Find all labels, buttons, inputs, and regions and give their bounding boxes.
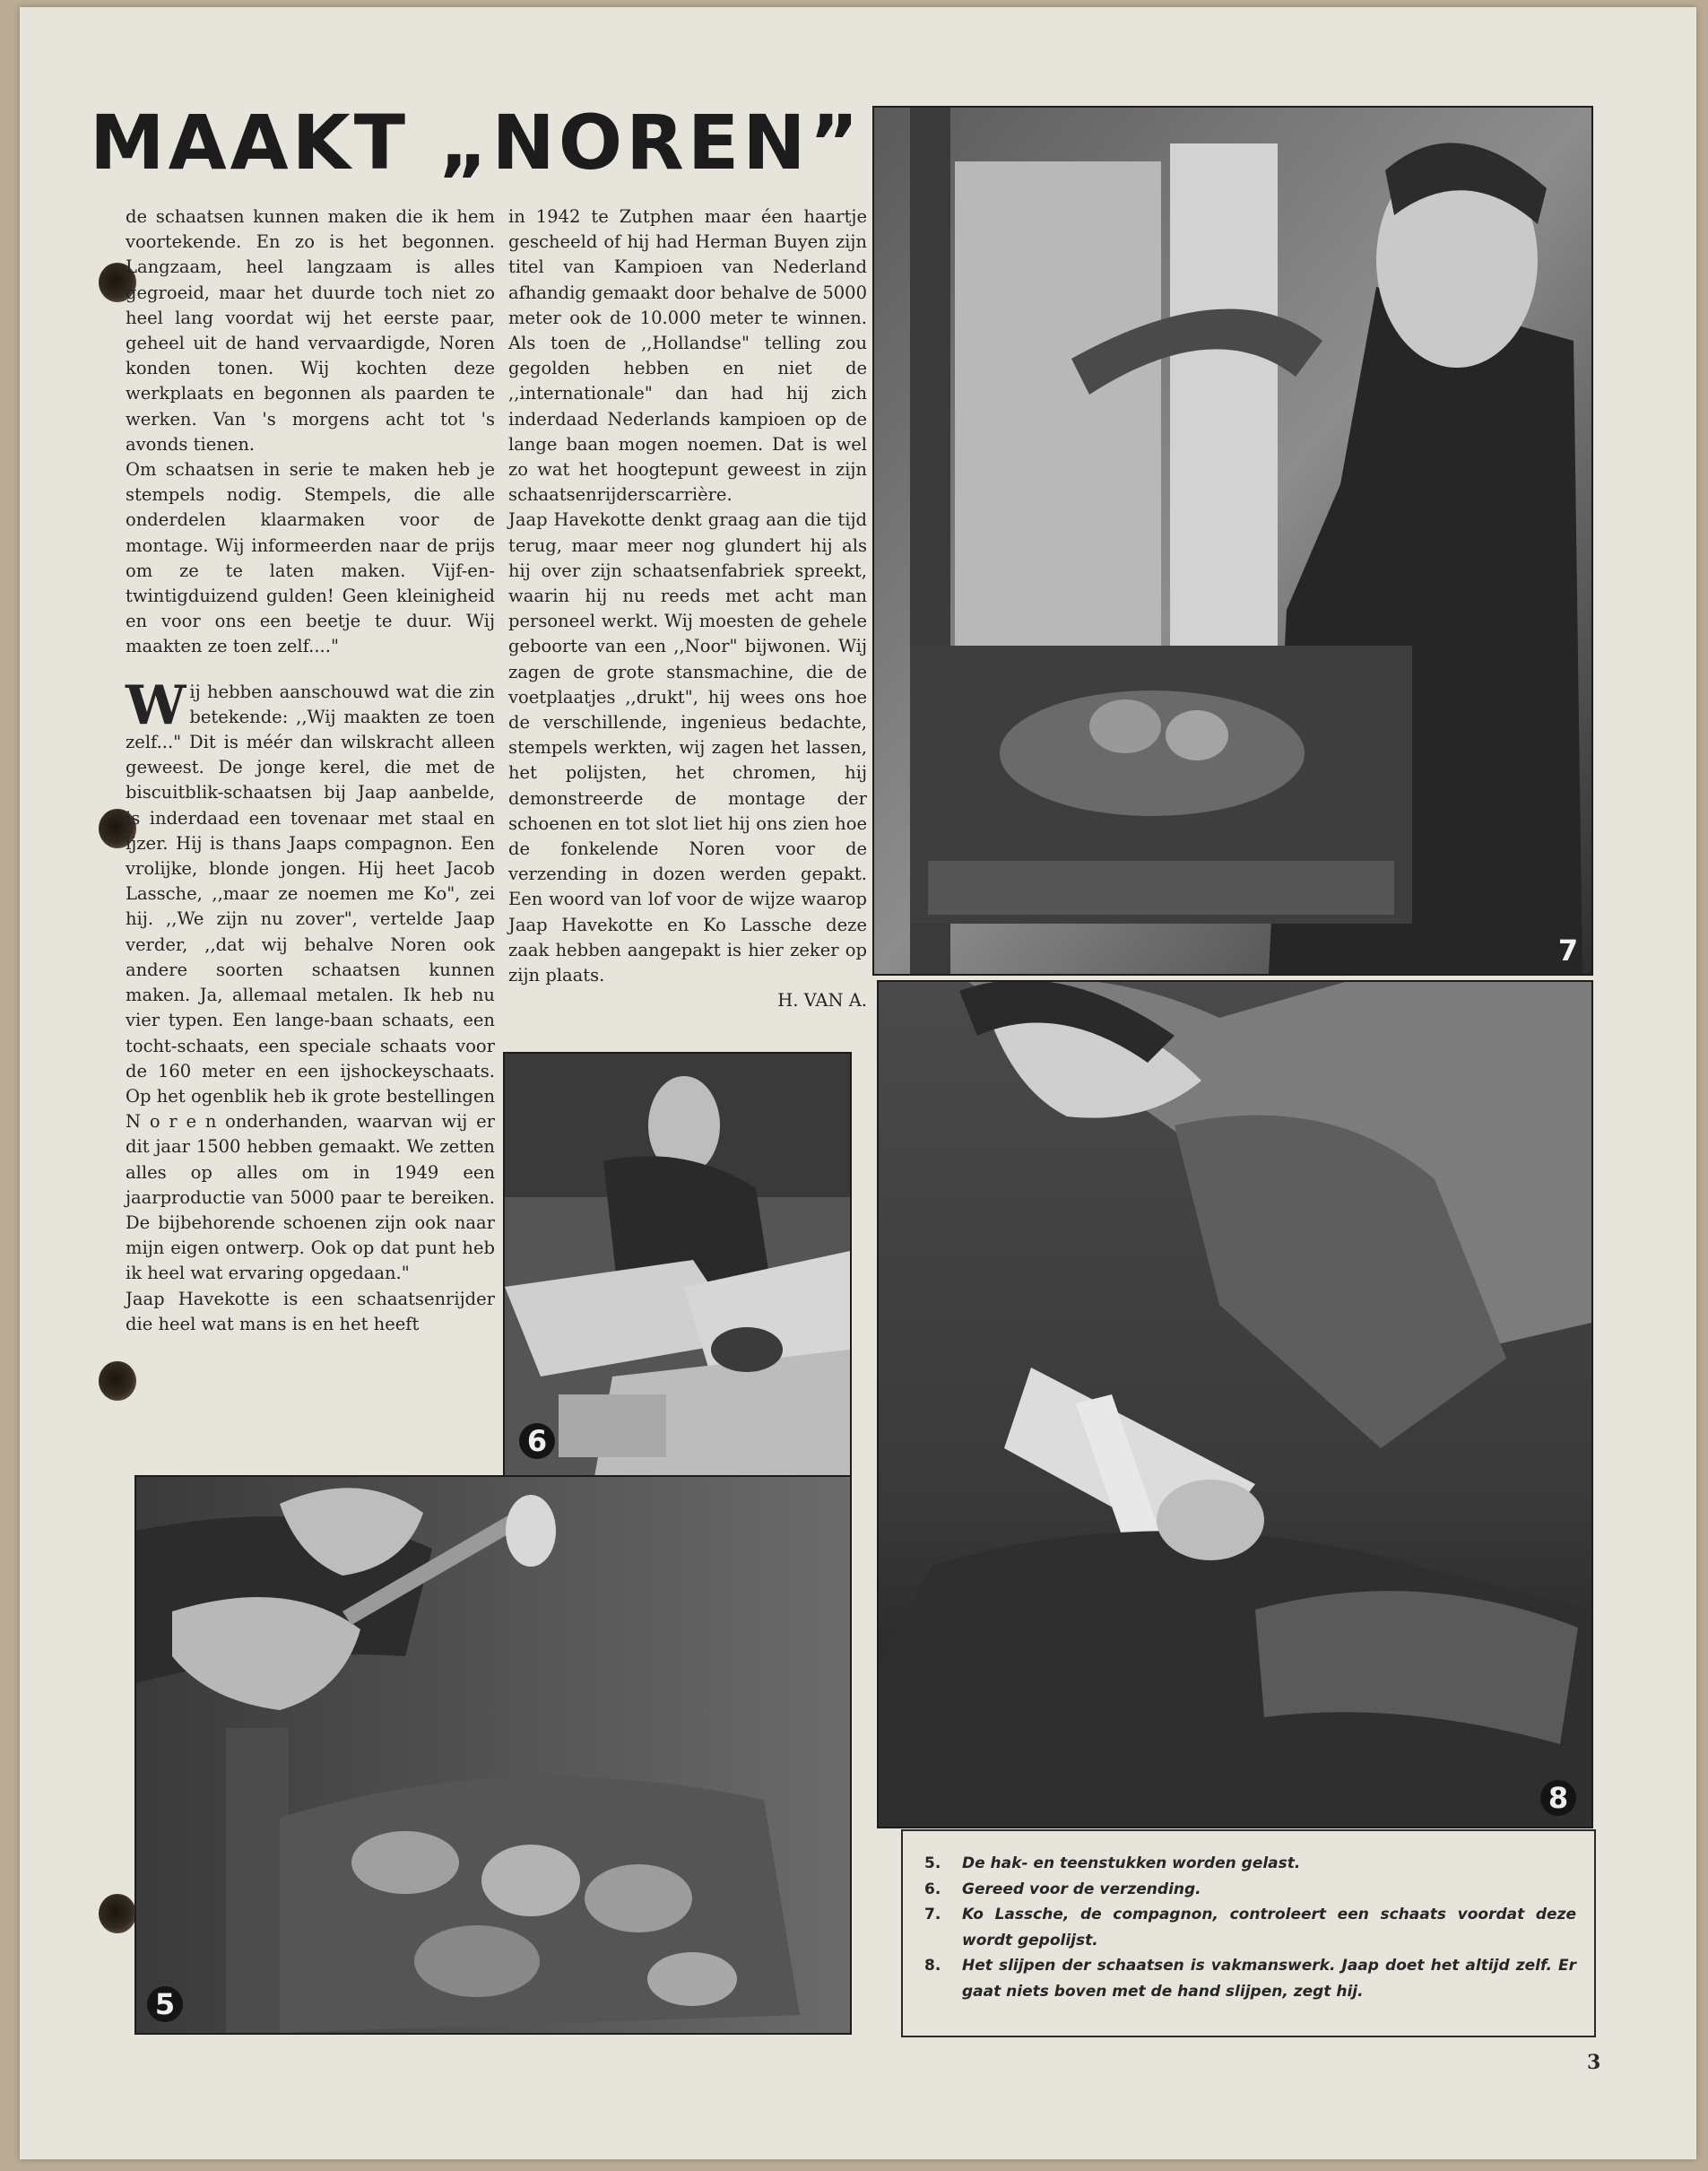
photo-7-image <box>874 108 1591 974</box>
article-column-2 <box>508 204 867 1014</box>
paragraph-text: ij hebben aanschouwd wat die zin betekende: ,,Wij maakten ze toen zelf..." Dit is méér dan wilskracht alleen geweest. De jonge kerel, die met de biscuitblik-schaatsen bij Jaap aanbelde, is inderdaad een tovenaar met staal en ijzer. Hij is thans Jaaps compagnon. Een vrolijke, blonde jongen. Hij heet Jacob Lassche, ,,maar ze noemen me Ko", zei hij. ,,We zijn nu zover", vertelde Jaap verder, ,,dat wij behalve Noren ook andere soorten schaatsen kunnen maken. Ja, allemaal metalen. Ik heb nu vier typen. Een lange-baan schaats, een tocht-schaats, een speciale schaats voor de 160 meter en een ijshockeyschaats. Op het ogenblik heb ik grote bestellingen N o r e n onderhanden, waarvan wij er dit jaar 1500 hebben gemaakt. We zetten alles op alles om in 1949 een jaarproductie van 5000 paar te bereiken. De bijbehorende schoenen zijn ook naar mijn eigen ontwerp. Ook op dat punt heb ik heel wat ervaring opgedaan." <box>126 681 495 1284</box>
caption-number: 6. <box>924 1880 941 1898</box>
paragraph-with-dropcap <box>126 673 495 1287</box>
signature-line <box>508 988 867 1013</box>
photo-captions-box <box>901 1829 1596 2037</box>
photo-5-welding <box>134 1475 852 2035</box>
photo-6-packing-boxes <box>503 1052 852 1479</box>
author-signature: H. VAN A. <box>777 990 867 1012</box>
caption-text: Het slijpen der schaatsen is vakmanswerk. Jaap doet het altijd zelf. Er gaat niets boven met de hand slijpen, zegt hij. <box>962 1957 1576 2001</box>
drop-cap: W <box>126 673 186 737</box>
caption-text: Gereed voor de verzending. <box>962 1880 1201 1898</box>
photo-6-image <box>505 1054 850 1477</box>
paragraph: Jaap Havekotte is een schaatsenrijder die heel wat mans is en het heeft <box>126 1288 495 1334</box>
article-title: MAAKT „NOREN” <box>90 99 863 187</box>
photo-number-7: 7 <box>1557 934 1579 968</box>
magazine-page <box>20 7 1696 2159</box>
paragraph: in 1942 te Zutphen maar éen haartje gescheeld of hij had Herman Buyen zijn titel van Kampioen van Nederland afhandig gemaakt door behalve de 5000 meter ook de 10.000 meter te winnen. Als toen de ,,Hollandse" telling zou gegolden hebben en niet de ,,internationale" dan had hij zich inderdaad Nederlands kampioen op de lange baan mogen noemen. Dat is wel zo wat het hoogtepunt geweest in zijn schaatsenrijderscarrière. <box>508 206 867 506</box>
caption-text: Ko Lassche, de compagnon, controleert een schaats voordat deze wordt gepolijst. <box>962 1906 1576 1950</box>
photo-8-image <box>879 982 1591 1827</box>
paragraph <box>508 508 867 988</box>
caption-8 <box>924 1953 1576 2004</box>
caption-number: 8. <box>924 1957 941 1975</box>
caption-6 <box>924 1877 1576 1903</box>
photo-number-6: 6 <box>519 1423 555 1459</box>
binder-hole <box>99 1361 136 1401</box>
caption-number: 7. <box>924 1906 941 1924</box>
photo-number-8: 8 <box>1540 1780 1576 1816</box>
paragraph-text: Jaap Havekotte denkt graag aan die tijd terug, maar meer nog glundert hij als hij over zijn schaatsenfabriek spreekt, waarin hij nu reeds met acht man personeel werkt. Wij moesten de gehele geboorte van een ,,Noor" bijwonen. Wij zagen de grote stansmachine, die de voetplaatjes ,,drukt", hij wees ons hoe de verschillende, ingenieus bedachte, stempels werkten, wij zagen het lassen, het polijsten, het chromen, hij demonstreerde de montage der schoenen en tot slot liet hij ons zien hoe de fonkelende Noren voor de verzending in dozen werden gepakt. Een woord van lof voor de wijze waarop Jaap Havekotte en Ko Lassche deze zaak hebben aangepakt is hier zeker op zijn plaats. <box>508 509 867 986</box>
paragraph: Om schaatsen in serie te maken heb je stempels nodig. Stempels, die alle onderdelen klaarmaken voor de montage. Wij informeerden naar de prijs om ze te laten maken. Vijf-en-twintigduizend gulden! Geen kleinigheid en voor ons een beetje te duur. Wij maakten ze toen zelf...." <box>126 459 495 657</box>
caption-5 <box>924 1851 1576 1877</box>
paragraph: de schaatsen kunnen maken die ik hem voortekende. En zo is het begonnen. Langzaam, heel langzaam is alles gegroeid, maar het duurde toch niet zo heel lang voordat wij het eerste paar, geheel uit de hand vervaardigde, Noren konden tonen. Wij kochten deze werkplaats en begonnen als paarden te werken. Van 's morgens acht tot 's avonds tienen. <box>126 206 495 455</box>
binder-hole <box>99 1894 136 1933</box>
photo-number-5: 5 <box>147 1986 183 2022</box>
photo-8-sharpening-skate <box>877 980 1593 1828</box>
caption-number: 5. <box>924 1854 941 1872</box>
page-number: 3 <box>1587 2051 1601 2074</box>
caption-text: De hak- en teenstukken worden gelast. <box>962 1854 1301 1872</box>
photo-5-image <box>136 1477 850 2033</box>
caption-7 <box>924 1902 1576 1953</box>
photo-7-inspecting-skate <box>872 106 1593 976</box>
article-column-1 <box>126 204 495 1337</box>
